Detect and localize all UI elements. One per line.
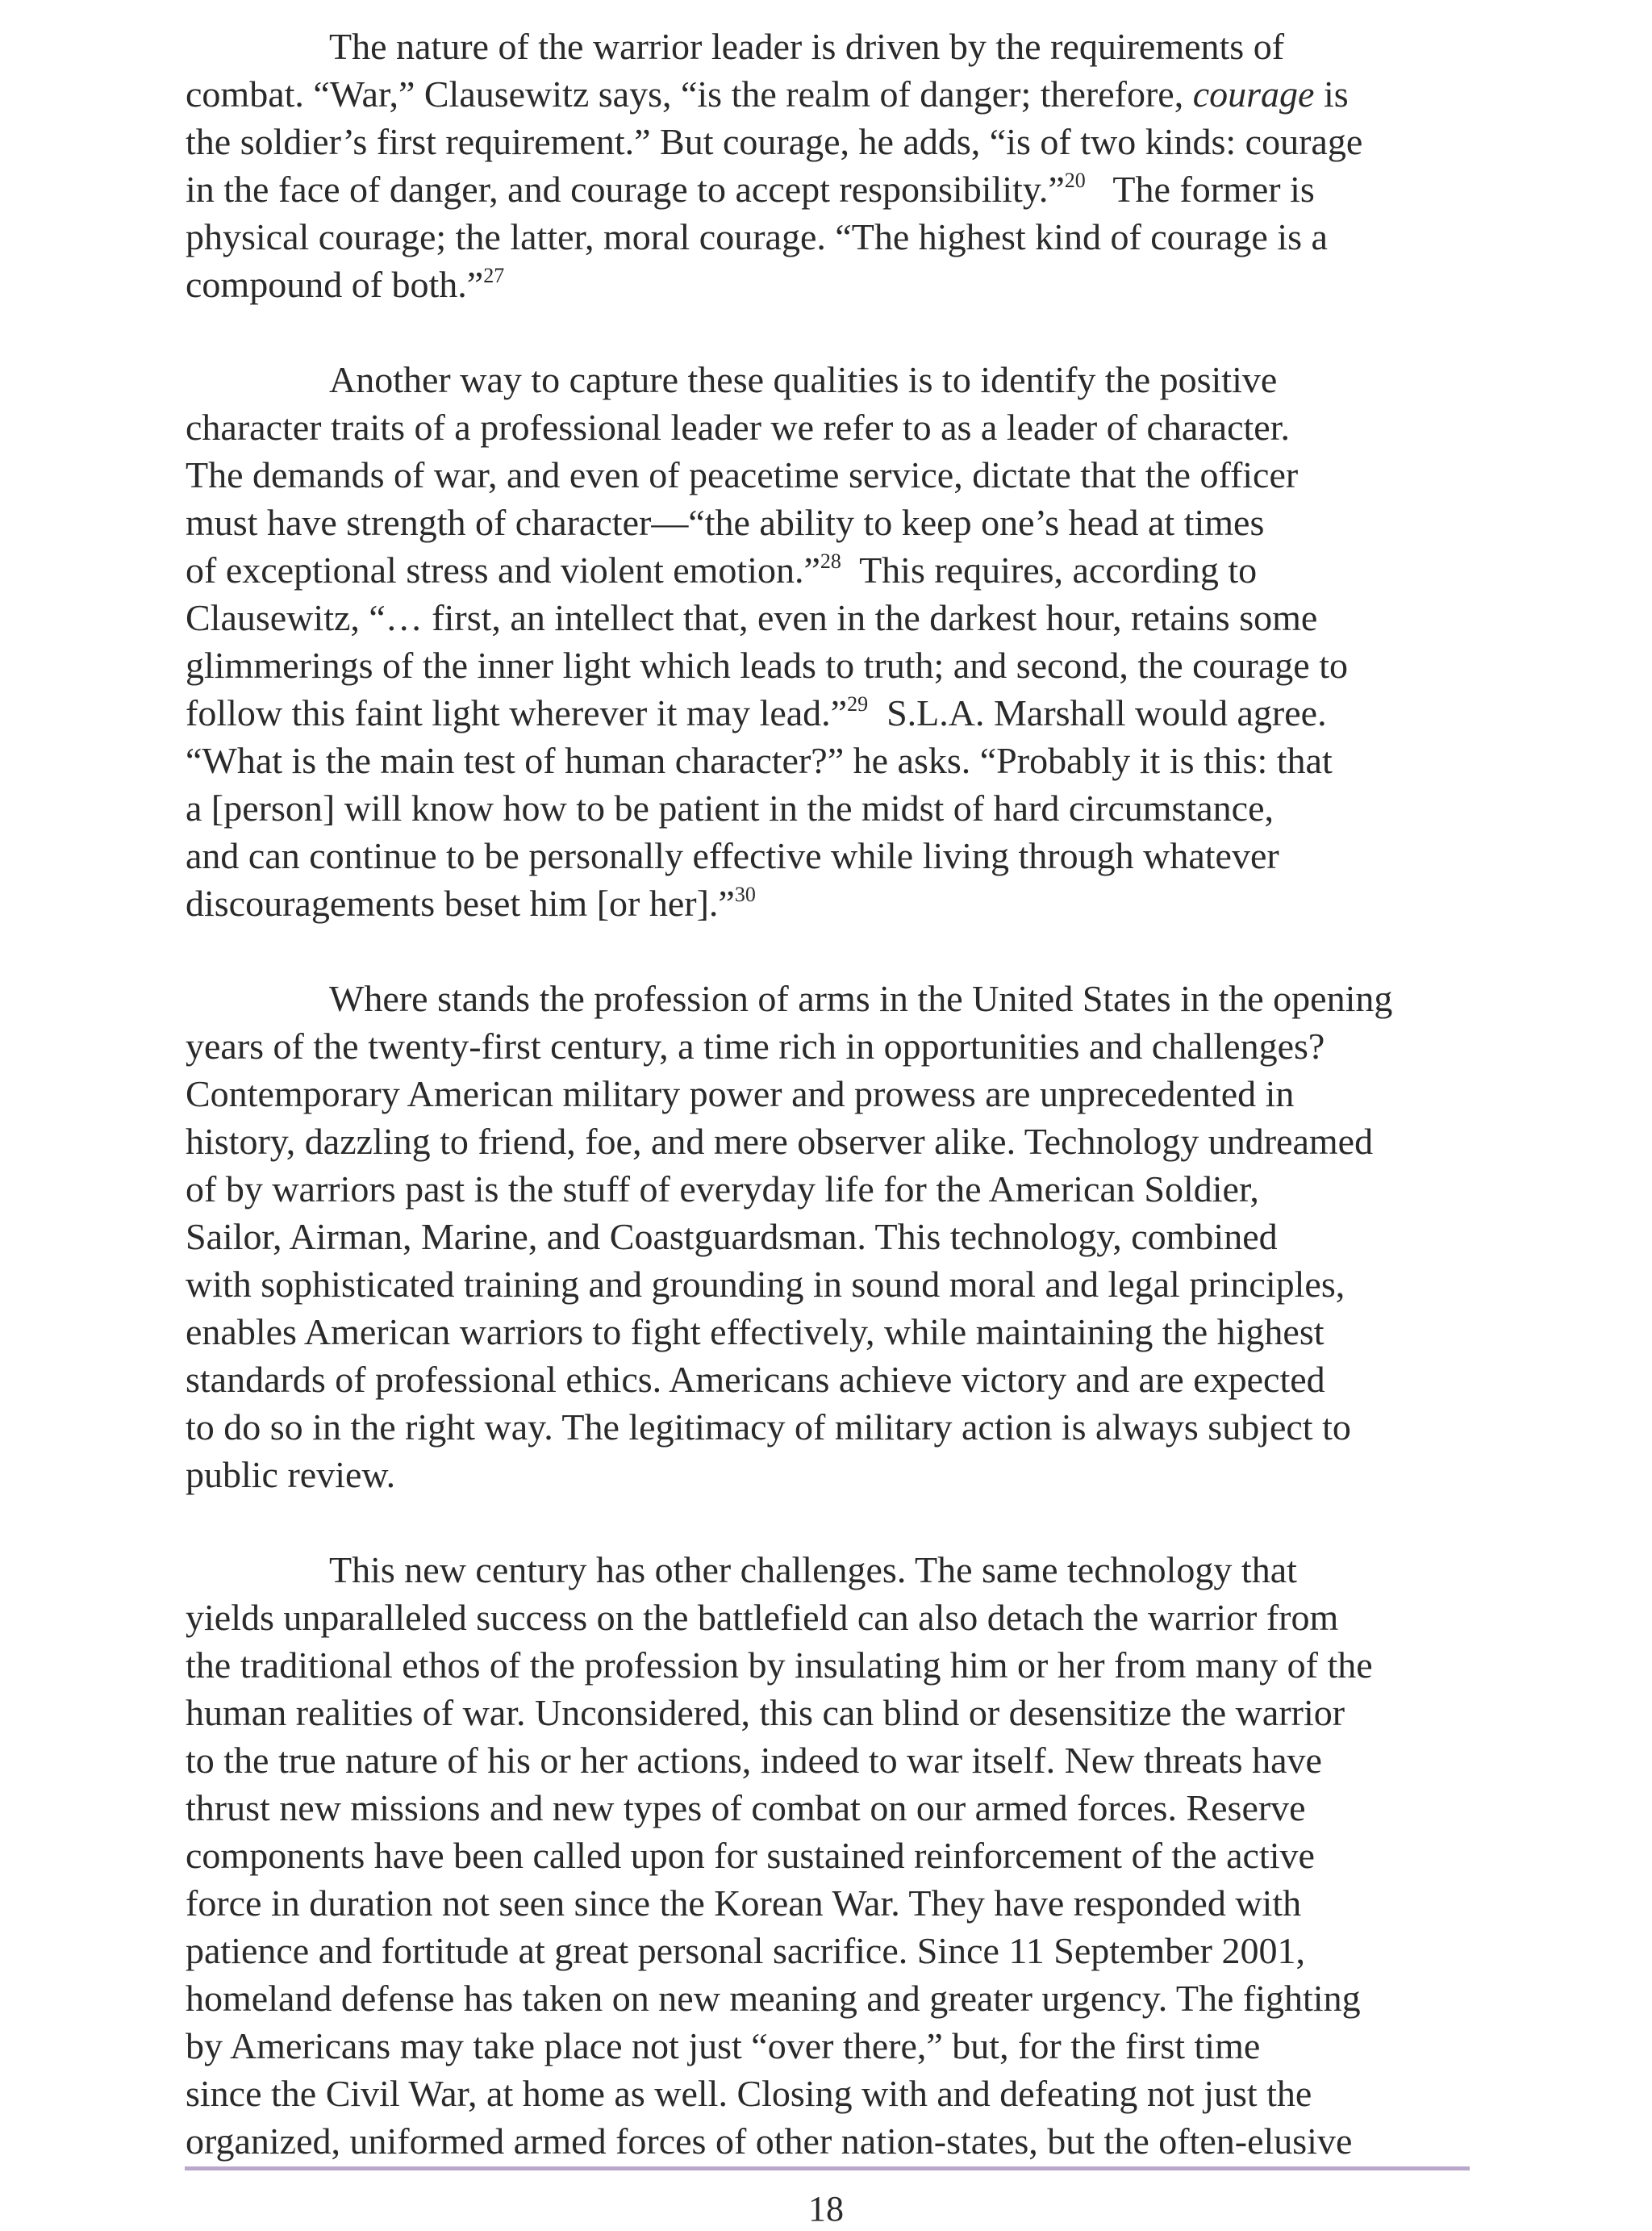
text-line: to the true nature of his or her actions, indeed to war itself. New threats have <box>186 1740 1322 1781</box>
paragraph-1 <box>186 23 1476 308</box>
text-run: of exceptional stress and violent emotion.” <box>186 549 820 591</box>
text-line: history, dazzling to friend, foe, and mere observer alike. Technology undreamed <box>186 1121 1374 1162</box>
text-line: with sophisticated training and grounding in sound moral and legal principles, <box>186 1264 1345 1305</box>
footnote-ref: 29 <box>847 692 869 716</box>
italic-word: courage <box>1192 73 1315 115</box>
footnote-ref: 28 <box>820 549 841 573</box>
text-run: follow this faint light wherever it may lead.” <box>186 692 848 733</box>
footnote-ref: 20 <box>1064 169 1086 192</box>
text-line <box>186 70 1476 118</box>
text-line: Sailor, Airman, Marine, and Coastguardsman. This technology, combined <box>186 1216 1278 1257</box>
paragraph-3 <box>186 975 1476 1498</box>
text-line: yields unparalleled success on the battlefield can also detach the warrior from <box>186 1597 1339 1638</box>
text-line <box>186 165 1476 213</box>
text-line: the traditional ethos of the profession by insulating him or her from many of the <box>186 1644 1373 1686</box>
text-line: of by warriors past is the stuff of everyday life for the American Soldier, <box>186 1168 1259 1210</box>
text-line: standards of professional ethics. Americans achieve victory and are expected <box>186 1359 1325 1400</box>
text-line: components have been called upon for sustained reinforcement of the active <box>186 1835 1315 1876</box>
paragraph-2 <box>186 356 1476 927</box>
text-line: This new century has other challenges. The same technology that <box>329 1549 1297 1590</box>
text-line: to do so in the right way. The legitimacy of military action is always subject to <box>186 1406 1351 1448</box>
text-run: S.L.A. Marshall would agree. <box>868 692 1327 733</box>
text-line: and can continue to be personally effective while living through whatever <box>186 835 1279 876</box>
footnote-ref: 30 <box>734 883 756 906</box>
text-line <box>186 879 1476 927</box>
text-line <box>186 261 1476 308</box>
text-run: The former is <box>1085 169 1315 210</box>
text-line: Contemporary American military power and prowess are unprecedented in <box>186 1073 1295 1114</box>
text-line: public review. <box>186 1454 396 1495</box>
text-line: enables American warriors to fight effectively, while maintaining the highest <box>186 1311 1325 1352</box>
text-line: since the Civil War, at home as well. Closing with and defeating not just the <box>186 2073 1312 2114</box>
text-line: patience and fortitude at great personal sacrifice. Since 11 September 2001, <box>186 1930 1305 1971</box>
text-line: The demands of war, and even of peacetime service, dictate that the officer <box>186 454 1299 495</box>
text-line: thrust new missions and new types of combat on our armed forces. Reserve <box>186 1787 1306 1828</box>
text-line: by Americans may take place not just “over there,” but, for the first time <box>186 2025 1261 2066</box>
text-line <box>186 546 1476 594</box>
text-line: glimmerings of the inner light which leads to truth; and second, the courage to <box>186 645 1348 686</box>
text-line: Clausewitz, “… first, an intellect that, even in the darkest hour, retains some <box>186 597 1318 638</box>
text-line: a [person] will know how to be patient in the midst of hard circumstance, <box>186 788 1274 829</box>
text-line: force in duration not seen since the Korean War. They have responded with <box>186 1882 1302 1924</box>
text-line: “What is the main test of human character?” he asks. “Probably it is this: that <box>186 740 1333 781</box>
text-run: This requires, according to <box>841 549 1258 591</box>
text-line <box>186 689 1476 737</box>
page-number: 18 <box>808 2189 844 2229</box>
text-line: years of the twenty-first century, a time rich in opportunities and challenges? <box>186 1026 1325 1067</box>
text-line: Where stands the profession of arms in the United States in the opening <box>329 978 1393 1019</box>
document-body <box>186 23 1476 2212</box>
text-line: The nature of the warrior leader is driven by the requirements of <box>329 26 1285 67</box>
text-line: organized, uniformed armed forces of other nation-states, but the often-elusive <box>186 2120 1353 2162</box>
text-run: compound of both.” <box>186 264 484 305</box>
text-line: homeland defense has taken on new meaning and greater urgency. The fighting <box>186 1978 1361 2019</box>
text-line: the soldier’s first requirement.” But courage, he adds, “is of two kinds: courage <box>186 121 1363 162</box>
text-line: human realities of war. Unconsidered, this can blind or desensitize the warrior <box>186 1692 1345 1733</box>
text-line: physical courage; the latter, moral courage. “The highest kind of courage is a <box>186 216 1328 257</box>
text-line: character traits of a professional leader we refer to as a leader of character. <box>186 407 1290 448</box>
text-run: in the face of danger, and courage to accept responsibility.” <box>186 169 1065 210</box>
footnote-ref: 27 <box>483 264 505 287</box>
text-line: must have strength of character—“the ability to keep one’s head at times <box>186 502 1265 543</box>
text-line: Another way to capture these qualities is to identify the positive <box>329 359 1278 400</box>
footer-rule <box>185 2166 1470 2170</box>
text-run: discouragements beset him [or her].” <box>186 883 735 924</box>
text-run: combat. “War,” Clausewitz says, “is the realm of danger; therefore, <box>186 73 1193 115</box>
text-run: is <box>1314 73 1349 115</box>
paragraph-4 <box>186 1546 1476 2165</box>
